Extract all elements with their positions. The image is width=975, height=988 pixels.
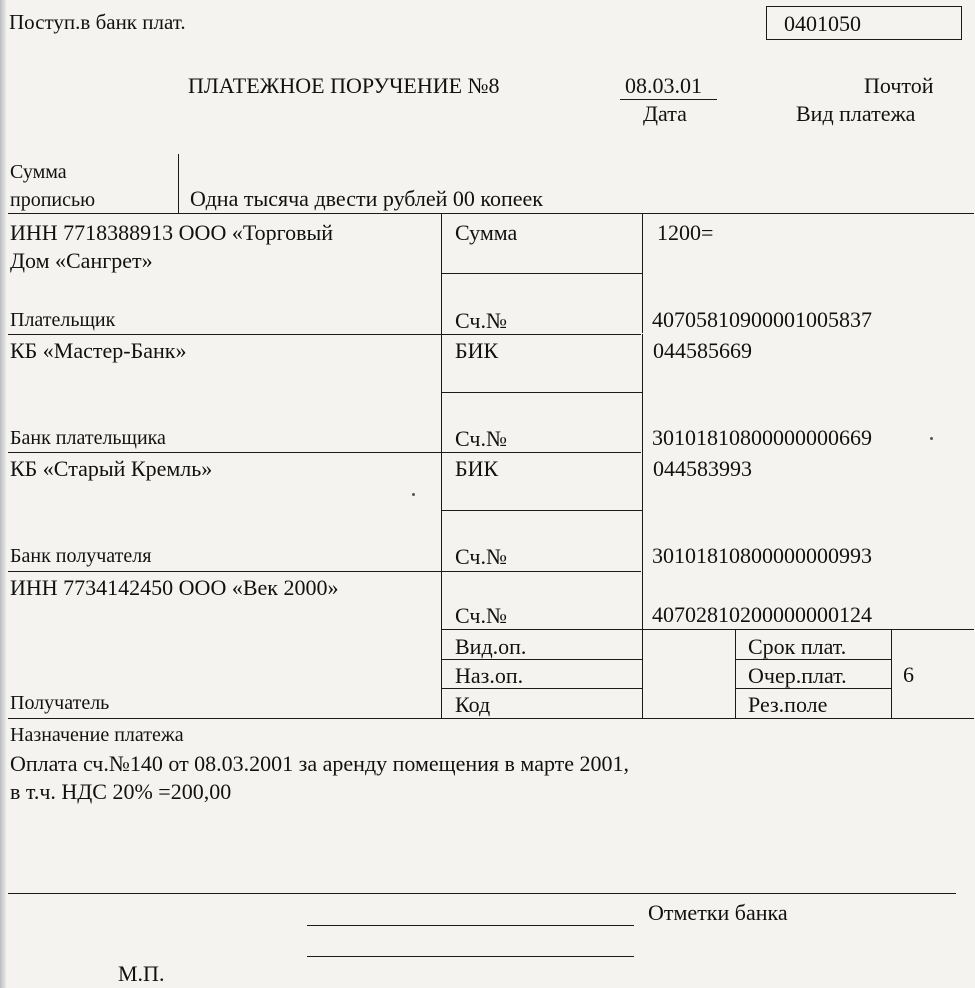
payee-bik-label: БИК	[455, 456, 499, 481]
rule-codes-top	[441, 629, 974, 630]
payer-bik-value: 044585669	[653, 338, 752, 363]
signature-line-1	[307, 925, 634, 926]
received-label: Поступ.в банк плат.	[9, 10, 186, 34]
payer-name-line2: Дом «Сангрет»	[10, 248, 153, 273]
scan-speck	[930, 437, 933, 440]
rule-sum-cell-bottom	[441, 273, 643, 274]
payee-account-label: Сч.№	[455, 603, 507, 628]
priority-value: 6	[903, 662, 914, 687]
priority-label: Очер.плат.	[748, 663, 847, 688]
date-label: Дата	[643, 101, 687, 126]
payee-bank-account-value: 30101810800000000993	[652, 543, 872, 568]
date-underline	[620, 99, 717, 100]
rule-col-values-left-2	[642, 334, 643, 718]
amount-words-label-2: прописью	[10, 189, 96, 211]
payee-bank-label: Банк получателя	[10, 545, 152, 567]
form-code: 0401050	[784, 11, 861, 36]
rule-table-bottom	[8, 718, 974, 719]
rule-footer-separator	[8, 893, 956, 894]
payer-bank-label: Банк плательщика	[10, 427, 166, 449]
rule-codes-mid	[735, 629, 736, 718]
signature-line-2	[307, 956, 634, 957]
payer-account-value: 40705810900001005837	[652, 307, 872, 332]
rule-payer-bottom	[8, 334, 641, 335]
purpose-line2: в т.ч. НДС 20% =200,00	[10, 779, 232, 804]
code-label: Код	[455, 692, 491, 717]
rule-col-values-left-1	[642, 213, 643, 333]
rule-codes-right	[891, 629, 892, 718]
rule-payer-bik-bottom	[441, 392, 643, 393]
payment-type-label: Вид платежа	[796, 101, 916, 126]
reserve-label: Рез.поле	[748, 692, 828, 717]
amount-words-label-1: Сумма	[10, 161, 67, 183]
rule-codes-row1-left	[441, 659, 643, 660]
amount-words-value: Одна тысяча двести рублей 00 копеек	[190, 186, 543, 211]
scan-edge-shadow	[0, 0, 6, 988]
bank-marks-label: Отметки банка	[648, 900, 788, 925]
payer-bik-label: БИК	[455, 338, 499, 363]
payee-bik-value: 044583993	[653, 456, 752, 481]
date-value: 08.03.01	[625, 73, 702, 98]
payee-bank-account-label: Сч.№	[455, 544, 507, 569]
sum-value: 1200=	[657, 220, 714, 245]
rule-payee-bank-bottom	[8, 571, 641, 572]
payee-bank-name: КБ «Старый Кремль»	[10, 456, 213, 481]
payer-account-label: Сч.№	[455, 308, 507, 333]
purpose-label: Назначение платежа	[10, 724, 184, 746]
payer-bank-account-value: 30101810800000000669	[652, 425, 872, 450]
op-purpose-label: Наз.оп.	[455, 663, 524, 688]
payee-name: ИНН 7734142450 ООО «Век 2000»	[10, 575, 339, 600]
payer-name-line1: ИНН 7718388913 ООО «Торговый	[10, 220, 334, 245]
form-code-box	[766, 6, 962, 40]
payer-label: Плательщик	[10, 309, 116, 331]
op-type-label: Вид.оп.	[455, 634, 527, 659]
stamp-label: М.П.	[118, 961, 165, 986]
payer-bank-name: КБ «Мастер-Банк»	[10, 338, 187, 363]
rule-payee-bik-bottom	[441, 510, 643, 511]
payee-account-value: 40702810200000000124	[652, 602, 872, 627]
rule-codes-row2-right	[735, 688, 891, 689]
document-title: ПЛАТЕЖНОЕ ПОРУЧЕНИЕ №8	[188, 73, 500, 98]
rule-col-labels-left	[441, 213, 442, 718]
scan-speck	[412, 493, 415, 496]
purpose-line1: Оплата сч.№140 от 08.03.2001 за аренду помещения в марте 2001,	[10, 751, 630, 776]
payer-bank-account-label: Сч.№	[455, 426, 507, 451]
payment-type-value: Почтой	[864, 73, 934, 98]
sum-label: Сумма	[455, 220, 518, 245]
rule-codes-row1-right	[735, 659, 891, 660]
rule-codes-row2-left	[441, 688, 643, 689]
payee-label: Получатель	[10, 692, 110, 714]
term-label: Срок плат.	[748, 634, 847, 659]
rule-payer-bank-bottom	[8, 452, 641, 453]
rule-amount-words-bottom	[8, 213, 974, 214]
amount-words-divider	[178, 154, 179, 214]
